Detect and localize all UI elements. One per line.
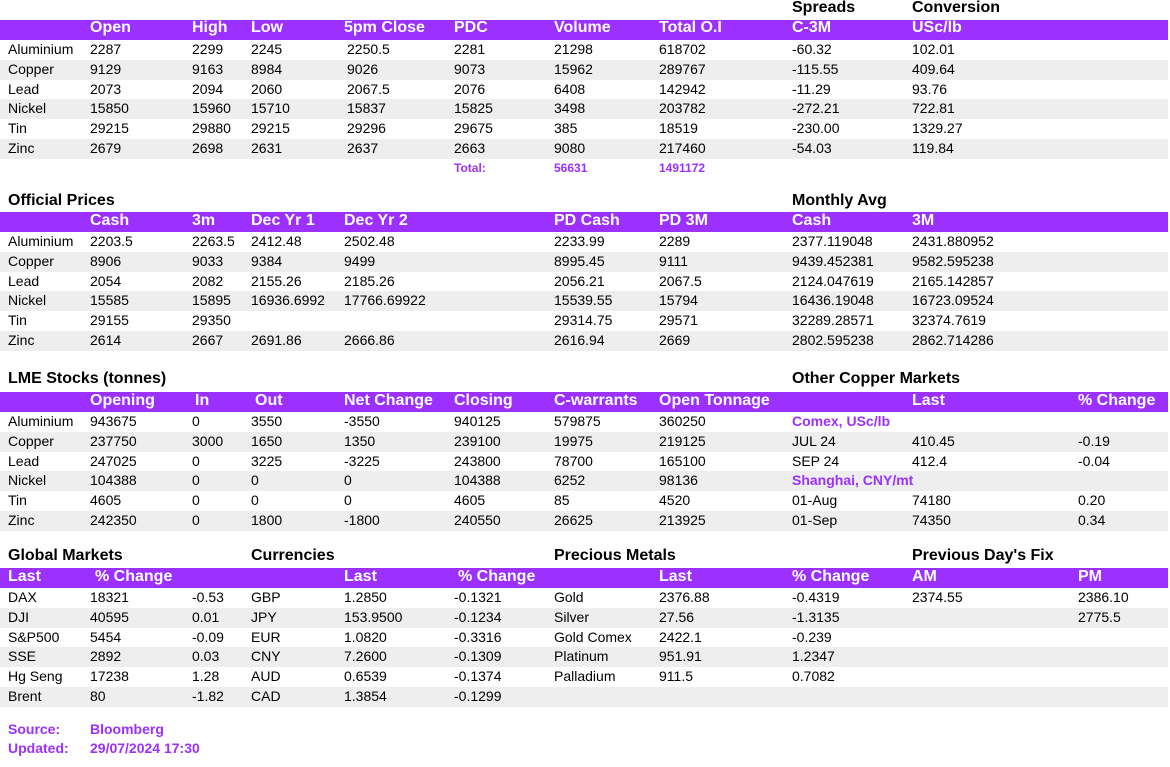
- table-cell: 2667: [192, 332, 224, 348]
- table-cell: 0: [192, 472, 200, 489]
- table-cell: 2056.21: [554, 272, 605, 289]
- table-cell: Aluminium: [8, 41, 74, 57]
- table-cell: 237750: [90, 432, 137, 449]
- table-cell: 15850: [90, 100, 129, 117]
- global-last: 5454: [90, 628, 122, 645]
- currency-last: 153.9500: [344, 608, 403, 625]
- column-header: Open Tonnage: [659, 392, 770, 409]
- total-volume: 56631: [554, 161, 588, 175]
- table-cell: 6408: [554, 80, 586, 97]
- market-change: -0.19: [1078, 432, 1110, 449]
- group-label: Conversion: [912, 0, 1001, 16]
- table-cell: 1350: [344, 432, 376, 449]
- global-last: 40595: [90, 608, 129, 625]
- column-header: Out: [255, 392, 283, 409]
- table-cell: 2067.5: [659, 272, 702, 289]
- table-cell: 2203.5: [90, 233, 133, 249]
- column-header: PDC: [454, 19, 488, 36]
- table-cell: 9080: [554, 140, 586, 156]
- metal-name: Gold: [554, 589, 584, 605]
- currency-change: -0.3316: [454, 628, 502, 645]
- currency-last: 7.2600: [344, 648, 387, 665]
- global-change: -1.82: [192, 688, 224, 704]
- currency-name: JPY: [251, 608, 277, 625]
- table-cell: 15710: [251, 100, 290, 117]
- table-cell: 85: [554, 492, 570, 509]
- table-cell: 240550: [454, 512, 501, 528]
- market-subheading: Comex, USc/lb: [792, 413, 891, 429]
- column-header: Last: [659, 568, 692, 585]
- table-cell: 119.84: [912, 140, 954, 156]
- table-cell: 29880: [192, 120, 231, 137]
- table-cell: 0: [192, 413, 200, 429]
- table-cell: 2124.047619: [792, 272, 874, 289]
- column-header: Low: [251, 19, 283, 36]
- column-header: PD 3M: [659, 212, 708, 229]
- metal-last: 951.91: [659, 648, 702, 665]
- section-title: Previous Day's Fix: [912, 547, 1054, 564]
- table-cell: -1800: [344, 512, 380, 528]
- table-cell: 618702: [659, 41, 706, 57]
- row-stripe: [0, 687, 1168, 707]
- table-cell: 8906: [90, 252, 122, 269]
- table-cell: 943675: [90, 413, 137, 429]
- table-cell: 15794: [659, 292, 698, 309]
- table-cell: 15962: [554, 60, 593, 77]
- fix-am: 2374.55: [912, 589, 963, 605]
- global-name: DJI: [8, 608, 29, 625]
- table-cell: 29296: [347, 120, 386, 137]
- table-cell: 2060: [251, 80, 283, 97]
- table-cell: 722.81: [912, 100, 955, 117]
- column-header: Cash: [792, 212, 832, 229]
- table-cell: 243800: [454, 452, 501, 469]
- table-cell: 9582.595238: [912, 252, 994, 269]
- table-cell: Nickel: [8, 100, 47, 117]
- fix-pm: 2775.5: [1078, 608, 1121, 625]
- table-cell: 289767: [659, 60, 706, 77]
- source-label: Source:: [8, 721, 61, 737]
- column-header: C-warrants: [554, 392, 638, 409]
- table-cell: 2155.26: [251, 272, 302, 289]
- column-header: Last: [344, 568, 377, 585]
- table-cell: 15825: [454, 100, 493, 117]
- table-cell: 9129: [90, 60, 122, 77]
- market-change: 0.34: [1078, 512, 1106, 528]
- column-header: PD Cash: [554, 212, 620, 229]
- metal-change: -0.239: [792, 628, 832, 645]
- global-name: DAX: [8, 589, 37, 605]
- table-cell: -230.00: [792, 120, 840, 137]
- metal-last: 2422.1: [659, 628, 702, 645]
- table-cell: 93.76: [912, 80, 948, 97]
- column-header: % Change: [458, 568, 536, 585]
- table-cell: 29215: [251, 120, 290, 137]
- market-change: -0.04: [1078, 452, 1110, 469]
- table-cell: Lead: [8, 452, 40, 469]
- table-cell: 213925: [659, 512, 706, 528]
- table-cell: -54.03: [792, 140, 832, 156]
- table-cell: 15960: [192, 100, 231, 117]
- column-header: Net Change: [344, 392, 433, 409]
- table-cell: Zinc: [8, 332, 35, 348]
- table-cell: 29215: [90, 120, 129, 137]
- table-cell: 98136: [659, 472, 698, 489]
- table-cell: 0: [344, 472, 352, 489]
- table-cell: 142942: [659, 80, 706, 97]
- table-cell: 2663: [454, 140, 486, 156]
- section-title: Global Markets: [8, 547, 123, 564]
- global-change: -0.53: [192, 589, 224, 605]
- currency-name: AUD: [251, 668, 281, 685]
- market-name: JUL 24: [792, 432, 836, 449]
- table-cell: 360250: [659, 413, 706, 429]
- table-cell: 3498: [554, 100, 586, 117]
- global-name: S&P500: [8, 628, 60, 645]
- table-cell: 219125: [659, 432, 706, 449]
- table-cell: 1329.27: [912, 120, 963, 137]
- currency-name: CAD: [251, 688, 281, 704]
- table-cell: 15837: [347, 100, 386, 117]
- column-header: High: [192, 19, 228, 36]
- table-cell: Zinc: [8, 140, 35, 156]
- total-label: Total:: [454, 161, 486, 175]
- table-cell: -11.29: [792, 80, 831, 97]
- table-cell: 9439.452381: [792, 252, 874, 269]
- table-cell: Aluminium: [8, 233, 74, 249]
- table-cell: 2245: [251, 41, 283, 57]
- metal-change: 0.7082: [792, 668, 835, 685]
- table-cell: 104388: [454, 472, 501, 489]
- table-cell: 15585: [90, 292, 129, 309]
- market-last: 74350: [912, 512, 951, 528]
- table-cell: Tin: [8, 120, 27, 137]
- global-change: -0.09: [192, 628, 224, 645]
- currency-change: -0.1299: [454, 688, 502, 704]
- column-header: 3m: [192, 212, 216, 229]
- global-change: 1.28: [192, 668, 220, 685]
- global-name: Hg Seng: [8, 668, 63, 685]
- table-cell: 8984: [251, 60, 283, 77]
- table-cell: 2073: [90, 80, 122, 97]
- global-name: Brent: [8, 688, 42, 704]
- table-cell: 78700: [554, 452, 593, 469]
- section-title: Official Prices: [8, 192, 115, 209]
- table-cell: -115.55: [792, 60, 839, 77]
- table-cell: 29155: [90, 312, 129, 329]
- updated-label: Updated:: [8, 740, 69, 756]
- market-change: 0.20: [1078, 492, 1106, 509]
- table-cell: 3225: [251, 452, 283, 469]
- table-cell: 16936.6992: [251, 292, 325, 309]
- table-cell: 3550: [251, 413, 283, 429]
- table-cell: 203782: [659, 100, 706, 117]
- currency-change: -0.1309: [454, 648, 502, 665]
- table-cell: 2412.48: [251, 233, 302, 249]
- column-header: Volume: [554, 19, 611, 36]
- currency-last: 1.2850: [344, 589, 387, 605]
- fix-pm: 2386.10: [1078, 589, 1129, 605]
- table-cell: 2082: [192, 272, 224, 289]
- table-cell: 2299: [192, 41, 224, 57]
- table-cell: -272.21: [792, 100, 840, 117]
- global-change: 0.01: [192, 608, 220, 625]
- table-cell: 2698: [192, 140, 224, 156]
- table-cell: 385: [554, 120, 578, 137]
- table-cell: 2377.119048: [792, 233, 873, 249]
- table-cell: 29571: [659, 312, 698, 329]
- currency-change: -0.1374: [454, 668, 502, 685]
- column-header: Dec Yr 1: [251, 212, 315, 229]
- table-cell: 4605: [90, 492, 122, 509]
- source-value: Bloomberg: [90, 721, 164, 737]
- table-cell: 2067.5: [347, 80, 390, 97]
- global-last: 17238: [90, 668, 129, 685]
- table-cell: 0: [251, 492, 259, 509]
- global-change: 0.03: [192, 648, 220, 665]
- metal-name: Palladium: [554, 668, 616, 685]
- table-cell: 15895: [192, 292, 231, 309]
- table-cell: 2185.26: [344, 272, 395, 289]
- table-cell: 0: [344, 492, 352, 509]
- table-cell: Nickel: [8, 292, 47, 309]
- column-header: 3M: [912, 212, 935, 229]
- currency-last: 1.0820: [344, 628, 387, 645]
- table-cell: 2614: [90, 332, 122, 348]
- column-header: % Change: [1078, 392, 1156, 409]
- market-subheading: Shanghai, CNY/mt: [792, 472, 914, 489]
- table-cell: 2289: [659, 233, 691, 249]
- table-cell: 29675: [454, 120, 493, 137]
- table-cell: 2263.5: [192, 233, 235, 249]
- column-header: Cash: [90, 212, 130, 229]
- table-cell: 0: [192, 452, 200, 469]
- currency-name: CNY: [251, 648, 281, 665]
- table-cell: 2165.142857: [912, 272, 994, 289]
- table-cell: 19975: [554, 432, 593, 449]
- table-cell: 3000: [192, 432, 224, 449]
- table-cell: 9026: [347, 60, 379, 77]
- market-last: 74180: [912, 492, 951, 509]
- table-cell: Lead: [8, 272, 40, 289]
- table-cell: 16436.19048: [792, 292, 874, 309]
- table-cell: 242350: [90, 512, 137, 528]
- metal-change: 1.2347: [792, 648, 835, 665]
- column-header: C-3M: [792, 19, 832, 36]
- table-cell: 940125: [454, 413, 501, 429]
- table-cell: Copper: [8, 252, 54, 269]
- table-cell: 247025: [90, 452, 137, 469]
- table-cell: 29350: [192, 312, 231, 329]
- table-cell: 2802.595238: [792, 332, 874, 348]
- table-cell: 0: [251, 472, 259, 489]
- table-cell: 21298: [554, 41, 593, 57]
- table-cell: 2431.880952: [912, 233, 994, 249]
- table-cell: Aluminium: [8, 413, 74, 429]
- table-cell: 2287: [90, 41, 122, 57]
- table-cell: 1800: [251, 512, 283, 528]
- global-last: 80: [90, 688, 106, 704]
- section-title: Precious Metals: [554, 547, 676, 564]
- table-cell: 217460: [659, 140, 706, 156]
- table-cell: 2616.94: [554, 332, 605, 348]
- section-title: Other Copper Markets: [792, 370, 961, 387]
- table-cell: 2054: [90, 272, 122, 289]
- table-cell: 9073: [454, 60, 486, 77]
- table-cell: 0: [192, 492, 200, 509]
- table-cell: 579875: [554, 413, 601, 429]
- table-cell: 2637: [347, 140, 379, 156]
- table-cell: 9111: [659, 252, 689, 269]
- header-bar: [0, 568, 1168, 588]
- table-cell: 1650: [251, 432, 283, 449]
- metal-name: Platinum: [554, 648, 609, 665]
- table-cell: 2076: [454, 80, 486, 97]
- updated-value: 29/07/2024 17:30: [90, 740, 200, 756]
- group-label: Spreads: [792, 0, 856, 16]
- table-cell: 32289.28571: [792, 312, 874, 329]
- column-header: Opening: [90, 392, 155, 409]
- table-cell: 104388: [90, 472, 137, 489]
- table-cell: 32374.7619: [912, 312, 986, 329]
- table-cell: 2281: [454, 41, 486, 57]
- metal-last: 27.56: [659, 608, 695, 625]
- column-header: USc/lb: [912, 19, 962, 36]
- currency-change: -0.1234: [454, 608, 502, 625]
- currency-change: -0.1321: [454, 589, 502, 605]
- table-cell: Copper: [8, 60, 54, 77]
- table-cell: 8995.45: [554, 252, 605, 269]
- column-header: In: [195, 392, 210, 409]
- market-last: 410.45: [912, 432, 955, 449]
- metal-change: -0.4319: [792, 589, 840, 605]
- column-header: Total O.I: [659, 19, 722, 36]
- table-cell: 6252: [554, 472, 586, 489]
- table-cell: Tin: [8, 492, 27, 509]
- global-last: 18321: [90, 589, 129, 605]
- table-cell: 9033: [192, 252, 224, 269]
- currency-last: 0.6539: [344, 668, 387, 685]
- currency-last: 1.3854: [344, 688, 387, 704]
- metal-last: 2376.88: [659, 589, 710, 605]
- total-oi: 1491172: [659, 161, 706, 175]
- table-cell: Tin: [8, 312, 27, 329]
- table-cell: 29314.75: [554, 312, 613, 329]
- column-header: AM: [912, 568, 937, 585]
- column-header: Last: [8, 568, 41, 585]
- column-header: % Change: [792, 568, 870, 585]
- column-header: Open: [90, 19, 131, 36]
- metal-name: Silver: [554, 608, 590, 625]
- column-header: PM: [1078, 568, 1102, 585]
- metal-change: -1.3135: [792, 608, 840, 625]
- table-cell: 165100: [659, 452, 706, 469]
- table-cell: 9384: [251, 252, 283, 269]
- table-cell: 4520: [659, 492, 691, 509]
- market-name: 01-Aug: [792, 492, 838, 509]
- section-title: Currencies: [251, 547, 335, 564]
- market-name: 01-Sep: [792, 512, 838, 528]
- table-cell: 0: [192, 512, 200, 528]
- table-cell: 26625: [554, 512, 593, 528]
- market-name: SEP 24: [792, 452, 840, 469]
- table-cell: 2691.86: [251, 332, 302, 348]
- table-cell: 2094: [192, 80, 224, 97]
- table-cell: 9163: [192, 60, 224, 77]
- section-title: Monthly Avg: [792, 192, 887, 209]
- table-cell: 2502.48: [344, 233, 395, 249]
- currency-name: GBP: [251, 589, 281, 605]
- table-cell: -60.32: [792, 41, 832, 57]
- currency-name: EUR: [251, 628, 281, 645]
- market-last: 412.4: [912, 452, 948, 469]
- table-cell: 4605: [454, 492, 486, 509]
- table-cell: -3550: [344, 413, 380, 429]
- column-header: Closing: [454, 392, 513, 409]
- table-cell: -3225: [344, 452, 380, 469]
- metal-last: 911.5: [659, 668, 693, 685]
- column-header: 5pm Close: [344, 19, 425, 36]
- table-cell: 2679: [90, 140, 122, 156]
- column-header: % Change: [95, 568, 173, 585]
- metal-name: Gold Comex: [554, 628, 632, 645]
- global-last: 2892: [90, 648, 122, 665]
- column-header: Last: [912, 392, 945, 409]
- table-cell: 2862.714286: [912, 332, 994, 348]
- table-cell: Lead: [8, 80, 40, 97]
- table-cell: 2250.5: [347, 41, 390, 57]
- table-cell: 17766.69922: [344, 292, 426, 309]
- table-cell: 2233.99: [554, 233, 605, 249]
- table-cell: Zinc: [8, 512, 35, 528]
- table-cell: 239100: [454, 432, 501, 449]
- table-cell: 2669: [659, 332, 691, 348]
- table-cell: 102.01: [912, 41, 955, 57]
- table-cell: 2666.86: [344, 332, 395, 348]
- table-cell: 15539.55: [554, 292, 613, 309]
- table-cell: Nickel: [8, 472, 47, 489]
- table-cell: 18519: [659, 120, 698, 137]
- global-name: SSE: [8, 648, 37, 665]
- table-cell: Copper: [8, 432, 54, 449]
- column-header: Dec Yr 2: [344, 212, 408, 229]
- table-cell: 2631: [251, 140, 283, 156]
- table-cell: 9499: [344, 252, 376, 269]
- section-title: LME Stocks (tonnes): [8, 370, 167, 387]
- table-cell: 16723.09524: [912, 292, 994, 309]
- table-cell: 409.64: [912, 60, 955, 77]
